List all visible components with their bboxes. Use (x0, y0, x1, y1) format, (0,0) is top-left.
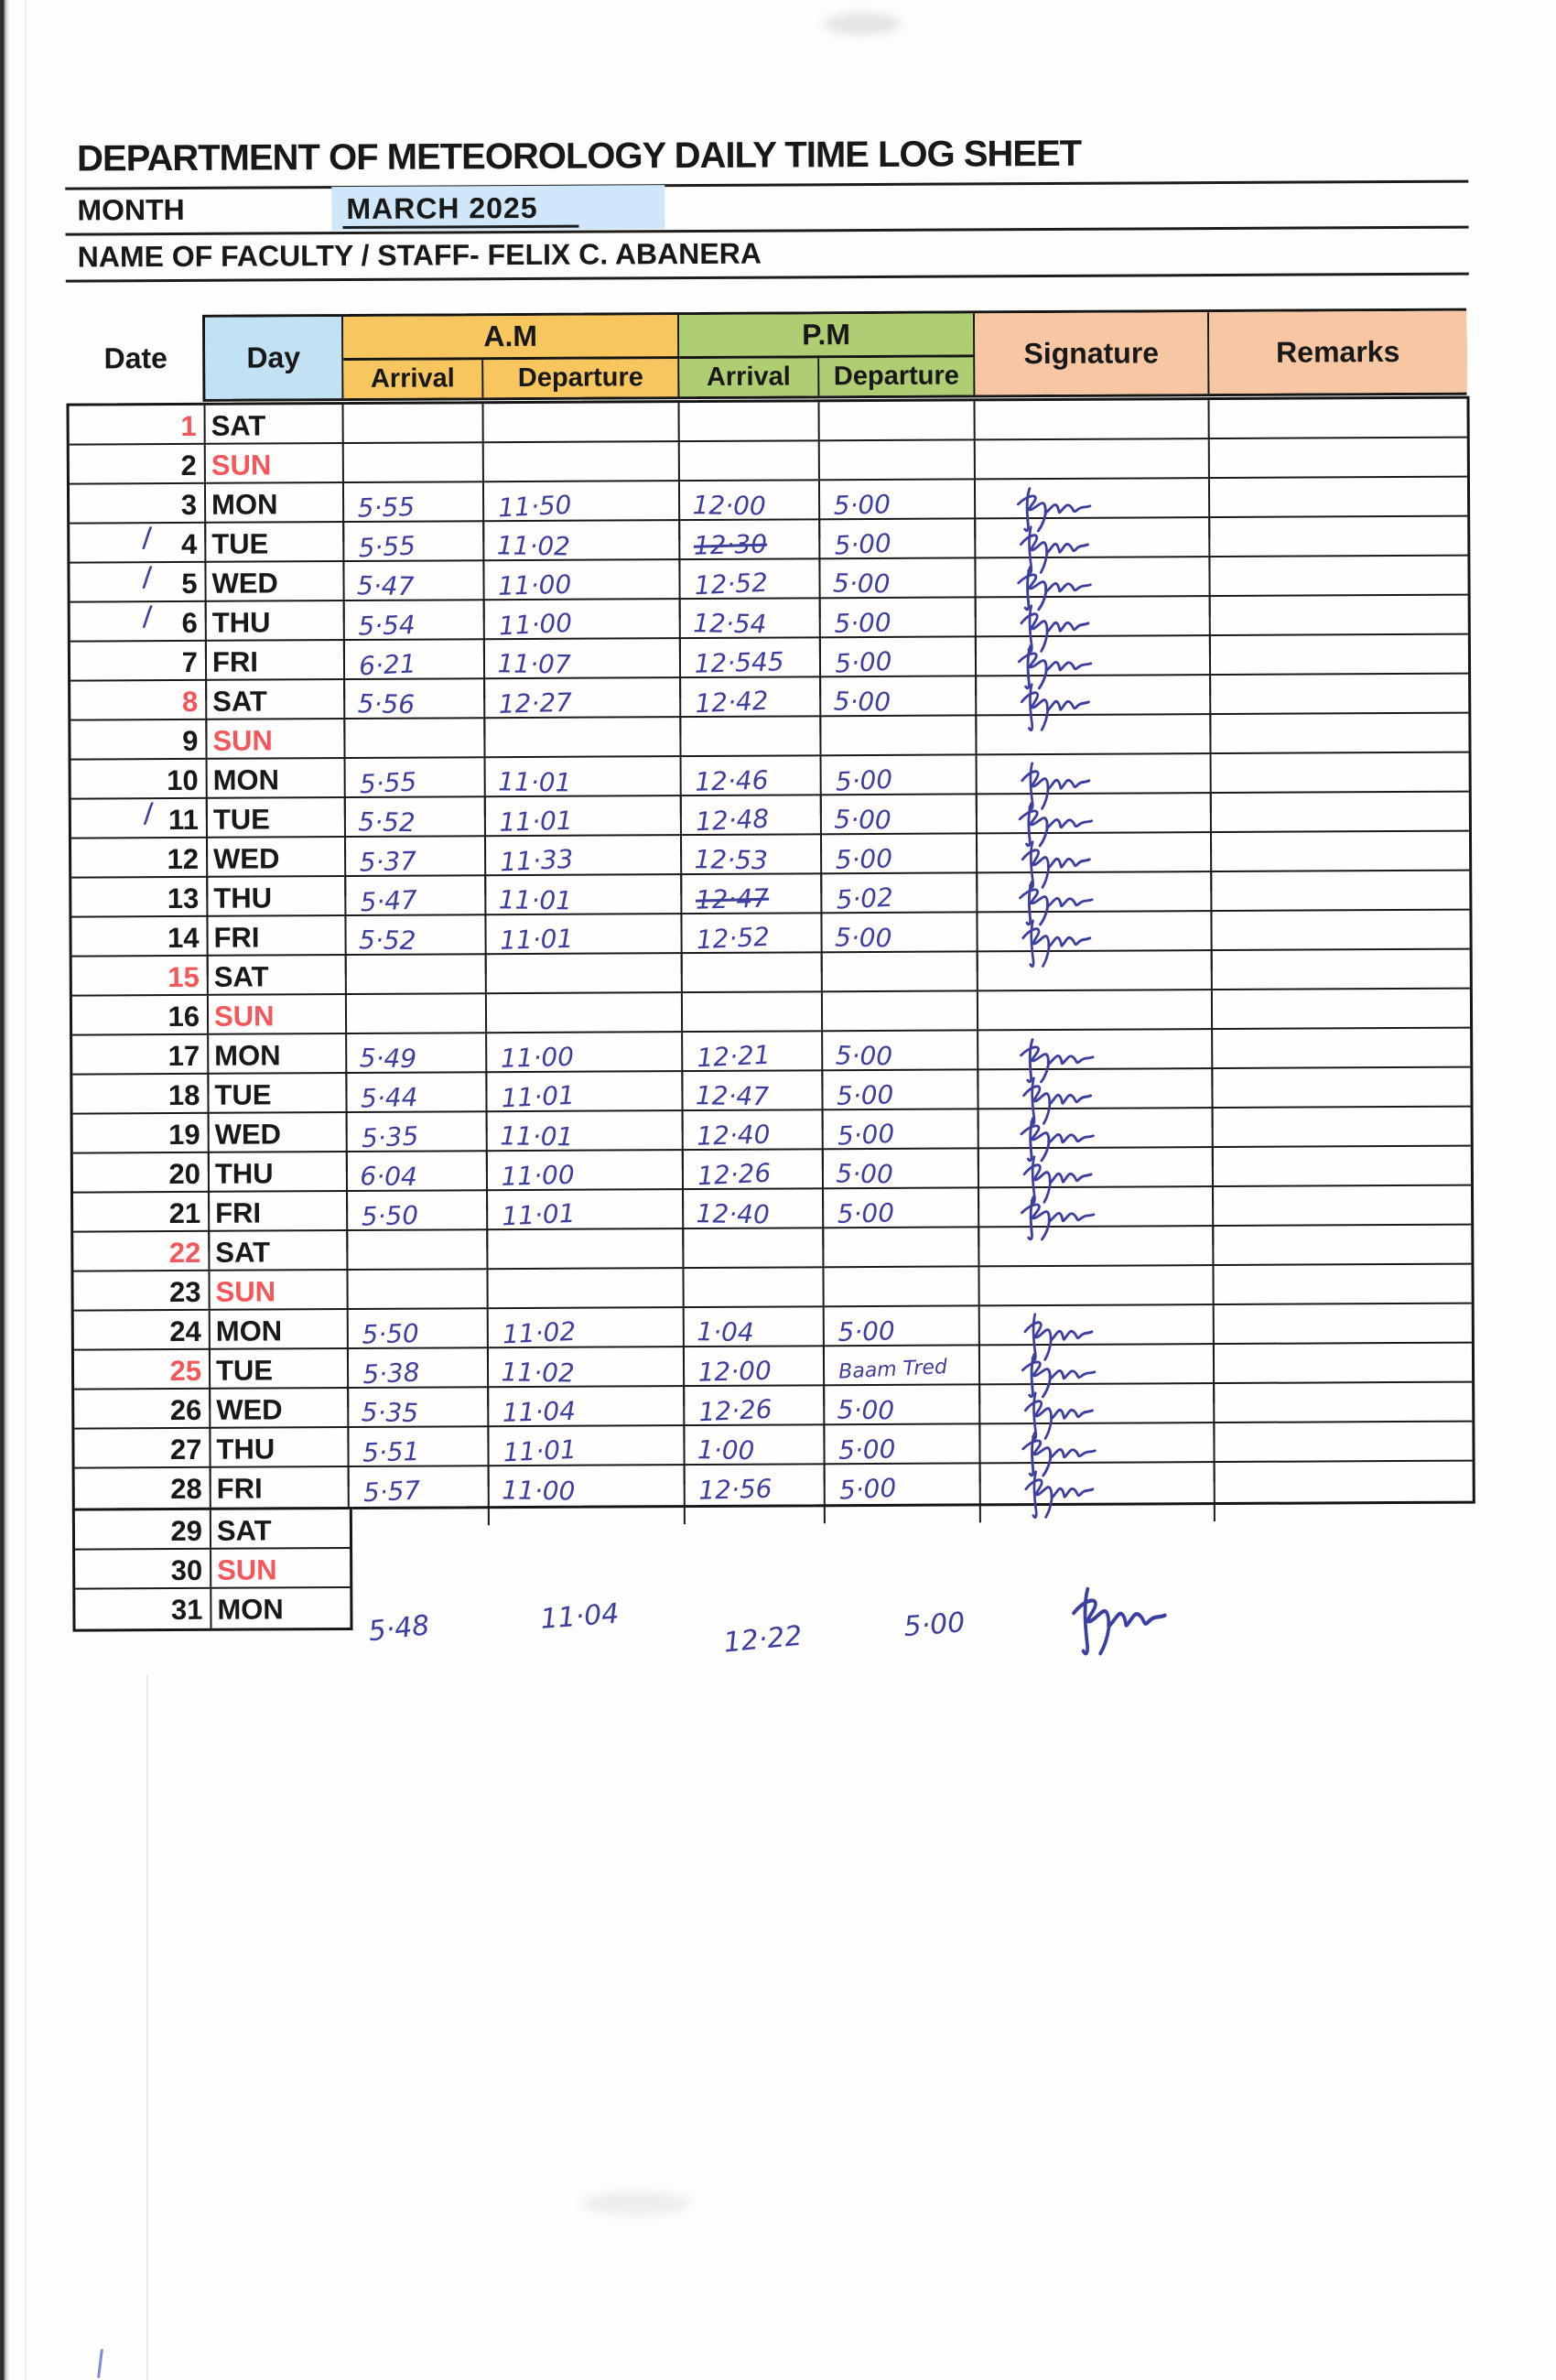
pm-arrival-cell (680, 441, 820, 480)
handwritten-time: 6·21 (358, 648, 417, 682)
handwritten-time: 12·26 (697, 1157, 772, 1192)
day-cell: SUN (207, 719, 345, 758)
handwritten-time: 5·00 (833, 489, 891, 521)
date-cell: 7 (70, 642, 207, 701)
day-cell: WED (211, 1389, 349, 1448)
handwritten-time: 11·01 (502, 1433, 578, 1468)
handwritten-time: 11·01 (499, 805, 574, 838)
day-cell: THU (211, 1428, 349, 1488)
date-cell: 20 (73, 1153, 210, 1213)
am-departure-cell (484, 442, 680, 481)
header-remarks: Remarks (1209, 311, 1466, 394)
header-date: Date (103, 341, 168, 375)
am-departure-cell (487, 954, 683, 992)
handwritten-time: 5·38 (362, 1357, 421, 1390)
handwritten-time: 12·54 (693, 608, 767, 640)
handwritten-time: 5·00 (837, 1197, 895, 1229)
signature-cell (978, 990, 1213, 1029)
handwritten-time: 5·00 (837, 1394, 895, 1426)
date-cell: 22 (73, 1232, 210, 1271)
date-cell: 4 (70, 524, 206, 583)
date-cell: 30 (75, 1550, 211, 1588)
date-cell: 12 (71, 838, 208, 898)
date-cell: 11 (71, 799, 208, 859)
handwritten-time: 12·56 (697, 1473, 773, 1506)
handwritten-time: 12·00 (697, 1355, 773, 1388)
handwritten-time: 5·00 (835, 843, 893, 875)
am-arrival-cell (344, 443, 484, 481)
date-cell: 9 (70, 720, 207, 759)
handwritten-time: 5·35 (361, 1397, 419, 1429)
day-cell: FRI (208, 916, 346, 976)
handwritten-time: 12·40 (696, 1119, 771, 1152)
day-cell: MON (211, 1310, 349, 1369)
signature-scribble (1039, 1573, 1207, 1661)
handwritten-time: 11·01 (498, 884, 573, 916)
date-cell: 25 (74, 1350, 211, 1410)
date-cell: 31 (75, 1589, 211, 1629)
handwritten-time: 12·27 (498, 687, 573, 719)
handwritten-time: 5·00 (832, 568, 891, 600)
handwritten-time: 5·35 (361, 1120, 419, 1154)
handwritten-time: 12·26 (697, 1393, 773, 1428)
handwritten-time: 5·00 (837, 1315, 896, 1347)
time-log-grid-extension (72, 1507, 353, 1632)
day-cell: SAT (206, 405, 344, 443)
remarks-cell (1216, 1462, 1473, 1521)
handwritten-time: 11·02 (502, 1315, 577, 1350)
month-row-underline (66, 226, 1469, 236)
handwritten-time: 11·50 (497, 489, 573, 524)
am-arrival-cell (347, 994, 487, 1033)
handwritten-time: 5·54 (357, 610, 416, 642)
handwritten-time: 12·52 (695, 921, 771, 956)
table-row (75, 1588, 350, 1629)
handwritten-time: 12·545 (694, 646, 784, 679)
handwritten-time: 5·44 (360, 1082, 418, 1114)
handwritten-time: 5·57 (362, 1475, 421, 1509)
table-row (75, 1462, 1473, 1509)
date-cell: 3 (70, 484, 206, 544)
day-cell: MON (217, 1593, 284, 1626)
handwritten-time: 5·47 (356, 570, 415, 602)
date-cell: 5 (70, 563, 206, 622)
handwritten-time: Baam Tred (837, 1356, 948, 1384)
handwritten-time: 12·00 (692, 490, 766, 522)
handwritten-time: 6·04 (360, 1161, 418, 1193)
date-cell: 23 (73, 1271, 210, 1310)
day-cell: SAT (210, 1231, 348, 1270)
handwritten-time: 11·01 (500, 1079, 576, 1114)
date-cell: 28 (75, 1468, 211, 1528)
handwritten-time: 11·04 (502, 1395, 577, 1428)
am-arrival-cell (345, 719, 485, 757)
day-cell: THU (210, 1152, 348, 1212)
handwritten-time: 11·00 (501, 1159, 576, 1192)
day-cell: TUE (206, 523, 344, 582)
header-am-arrival: Arrival (343, 360, 483, 398)
handwritten-time: 11·01 (499, 1120, 574, 1152)
handwritten-pm-departure: 5·00 (902, 1606, 967, 1644)
handwritten-time: 12·47 (695, 882, 770, 915)
pm-arrival-cell (684, 1228, 824, 1267)
handwritten-time: 5·00 (834, 645, 893, 679)
handwritten-time: 5·56 (357, 688, 416, 720)
handwritten-time: 5·00 (837, 1118, 895, 1152)
handwritten-time: 12·47 (695, 1080, 770, 1112)
scan-left-edge (0, 0, 9, 2380)
handwritten-time: 11·00 (500, 1041, 575, 1074)
handwritten-time: 5·00 (833, 607, 892, 639)
handwritten-time: 5·00 (835, 1040, 893, 1072)
handwritten-time: 11·01 (497, 766, 572, 798)
am-departure-cell (488, 1269, 684, 1307)
am-departure-cell (488, 1229, 684, 1268)
date-cell: 1 (70, 406, 206, 444)
handwritten-time: 5·37 (359, 846, 417, 878)
handwritten-time: 5·47 (359, 884, 418, 918)
paper-edge-line (25, 0, 27, 2380)
signature-cell (976, 400, 1210, 438)
day-cell: SAT (216, 1514, 272, 1547)
handwritten-time: 5·00 (836, 1079, 894, 1111)
header-am-departure: Departure (483, 359, 679, 397)
pm-departure-cell (823, 991, 978, 1030)
handwritten-time: 5·55 (359, 766, 417, 800)
handwritten-time: 11·02 (496, 530, 571, 562)
handwritten-time: 11·00 (498, 607, 573, 642)
day-cell: THU (207, 601, 345, 661)
day-cell: WED (210, 1113, 348, 1173)
remarks-cell (1213, 990, 1470, 1028)
am-arrival-cell (347, 955, 487, 993)
day-cell: SAT (209, 956, 347, 994)
time-log-grid (67, 396, 1475, 1511)
handwritten-time: 12·53 (694, 844, 769, 876)
pm-arrival-cell (684, 1268, 824, 1306)
handwritten-time: 5·52 (358, 925, 416, 957)
handwritten-time: 5·00 (837, 1433, 896, 1466)
signature-scribble (991, 1186, 1131, 1245)
pm-departure-cell (826, 1464, 981, 1523)
pm-arrival-cell (681, 717, 821, 755)
pm-departure-cell (824, 1228, 979, 1266)
month-label: MONTH (77, 192, 185, 227)
remarks-cell (1211, 714, 1468, 752)
pm-arrival-cell (683, 992, 823, 1031)
handwritten-time: 11·07 (497, 648, 571, 680)
handwritten-time: 11·33 (499, 843, 575, 878)
day-cell: FRI (210, 1192, 348, 1251)
header-am: A.M (343, 315, 679, 361)
date-cell: 19 (73, 1114, 210, 1174)
day-cell: SUN (217, 1553, 277, 1586)
am-arrival-cell (344, 404, 484, 442)
page-title: DEPARTMENT OF METEOROLOGY DAILY TIME LOG SHEET (76, 133, 1082, 179)
date-cell: 16 (72, 996, 209, 1034)
date-cell: 10 (71, 760, 208, 819)
day-cell: TUE (211, 1349, 349, 1409)
day-cell: THU (208, 877, 346, 936)
table-row (75, 1509, 350, 1551)
pm-departure-cell (823, 952, 978, 990)
day-cell: TUE (209, 1074, 347, 1133)
date-cell: 21 (73, 1193, 210, 1252)
pm-arrival-cell (686, 1465, 826, 1524)
handwritten-time: 5·00 (838, 1472, 897, 1506)
am-arrival-cell (350, 1466, 490, 1526)
handwritten-am-departure: 11·04 (539, 1597, 621, 1636)
date-cell: 26 (74, 1390, 211, 1449)
handwritten-time: 5·00 (834, 922, 892, 954)
date-cell: 6 (70, 602, 207, 662)
handwritten-time: 5·52 (358, 806, 416, 838)
signature-scribble (997, 1458, 1129, 1524)
header-pm-departure: Departure (819, 357, 975, 395)
handwritten-time: 5·00 (833, 527, 892, 561)
day-cell: WED (208, 838, 346, 897)
day-cell: TUE (208, 798, 346, 858)
pm-departure-cell (820, 401, 976, 439)
pm-arrival-cell (683, 953, 823, 991)
header-signature: Signature (975, 312, 1209, 395)
handwritten-time: 12·48 (695, 803, 770, 838)
day-cell: MON (208, 759, 346, 818)
pm-departure-cell (824, 1267, 979, 1305)
signature-cell (976, 439, 1210, 478)
handwritten-time: 5·00 (836, 1158, 893, 1190)
header-pm: P.M (679, 313, 975, 359)
handwritten-time: 1·04 (697, 1316, 754, 1348)
day-cell: FRI (211, 1467, 350, 1527)
handwritten-time: 12·21 (696, 1039, 772, 1074)
remarks-cell (1210, 438, 1467, 477)
date-cell: 14 (71, 917, 208, 977)
remarks-cell (1214, 1226, 1471, 1264)
date-cell: 18 (72, 1075, 209, 1134)
date-cell: 27 (74, 1429, 211, 1488)
pm-departure-cell (821, 716, 977, 754)
handwritten-time: 5·55 (357, 530, 416, 564)
date-cell: 29 (75, 1510, 211, 1549)
day-cell: WED (206, 562, 344, 622)
remarks-cell (1209, 399, 1466, 438)
signature-cell (981, 1463, 1216, 1522)
date-cell: 15 (72, 957, 209, 995)
remarks-cell (1214, 1265, 1471, 1304)
handwritten-time: 12·40 (696, 1198, 771, 1230)
handwritten-time: 5·49 (359, 1043, 417, 1075)
handwritten-time: 1·00 (697, 1434, 755, 1466)
am-departure-cell (484, 403, 680, 441)
handwritten-time: 5·55 (357, 492, 416, 524)
am-arrival-cell (348, 1230, 488, 1269)
faculty-name-line: NAME OF FACULTY / STAFF- FELIX C. ABANERA (77, 236, 762, 274)
date-cell: 13 (71, 878, 208, 937)
am-departure-cell (487, 993, 683, 1032)
date-cell: 8 (70, 681, 207, 741)
handwritten-time: 11·02 (501, 1357, 575, 1389)
month-value: MARCH 2025 (346, 190, 538, 226)
handwritten-time: 11·00 (497, 568, 572, 601)
handwritten-time: 12·46 (694, 764, 769, 797)
am-departure-cell (485, 718, 681, 756)
handwritten-time: 12·52 (693, 567, 769, 601)
handwritten-time: 11·00 (502, 1475, 576, 1507)
handwritten-time: 5·50 (361, 1200, 419, 1232)
handwritten-am-arrival: 5·48 (366, 1609, 432, 1649)
handwritten-time: 5·00 (833, 686, 891, 718)
date-cell: 2 (70, 445, 206, 483)
handwritten-time: 5·51 (362, 1436, 420, 1468)
handwritten-time: 5·00 (834, 804, 891, 836)
day-cell: MON (209, 1034, 347, 1094)
signature-cell (979, 1266, 1214, 1304)
header-pm-arrival: Arrival (679, 358, 819, 396)
handwritten-time: 11·01 (499, 923, 574, 956)
handwritten-time: 5·50 (361, 1318, 420, 1350)
handwritten-time: 5·00 (835, 763, 893, 797)
day-cell: SUN (206, 444, 344, 482)
header-day: Day (205, 317, 343, 399)
day-cell: MON (206, 483, 344, 543)
date-cell: 17 (72, 1035, 209, 1095)
pm-arrival-cell (680, 402, 820, 440)
remarks-cell (1213, 950, 1470, 989)
am-departure-cell (490, 1466, 686, 1525)
handwritten-pm-arrival: 12·22 (722, 1619, 804, 1660)
name-row-underline (66, 273, 1469, 283)
day-cell: SAT (207, 680, 345, 740)
table-header (202, 308, 1466, 402)
table-row (75, 1549, 350, 1590)
handwritten-time: 5·02 (835, 882, 894, 915)
handwritten-time: 12·42 (694, 685, 770, 719)
am-arrival-cell (348, 1270, 488, 1308)
handwritten-time: 11·01 (501, 1197, 577, 1232)
handwritten-time: 12·30 (693, 528, 768, 561)
paper-seam (146, 1675, 148, 2380)
day-cell: SUN (210, 1271, 348, 1309)
pm-departure-cell (820, 440, 976, 479)
day-cell: SUN (209, 995, 347, 1033)
title-underline (65, 180, 1468, 190)
day-cell: FRI (207, 641, 345, 700)
date-cell: 24 (74, 1311, 211, 1370)
